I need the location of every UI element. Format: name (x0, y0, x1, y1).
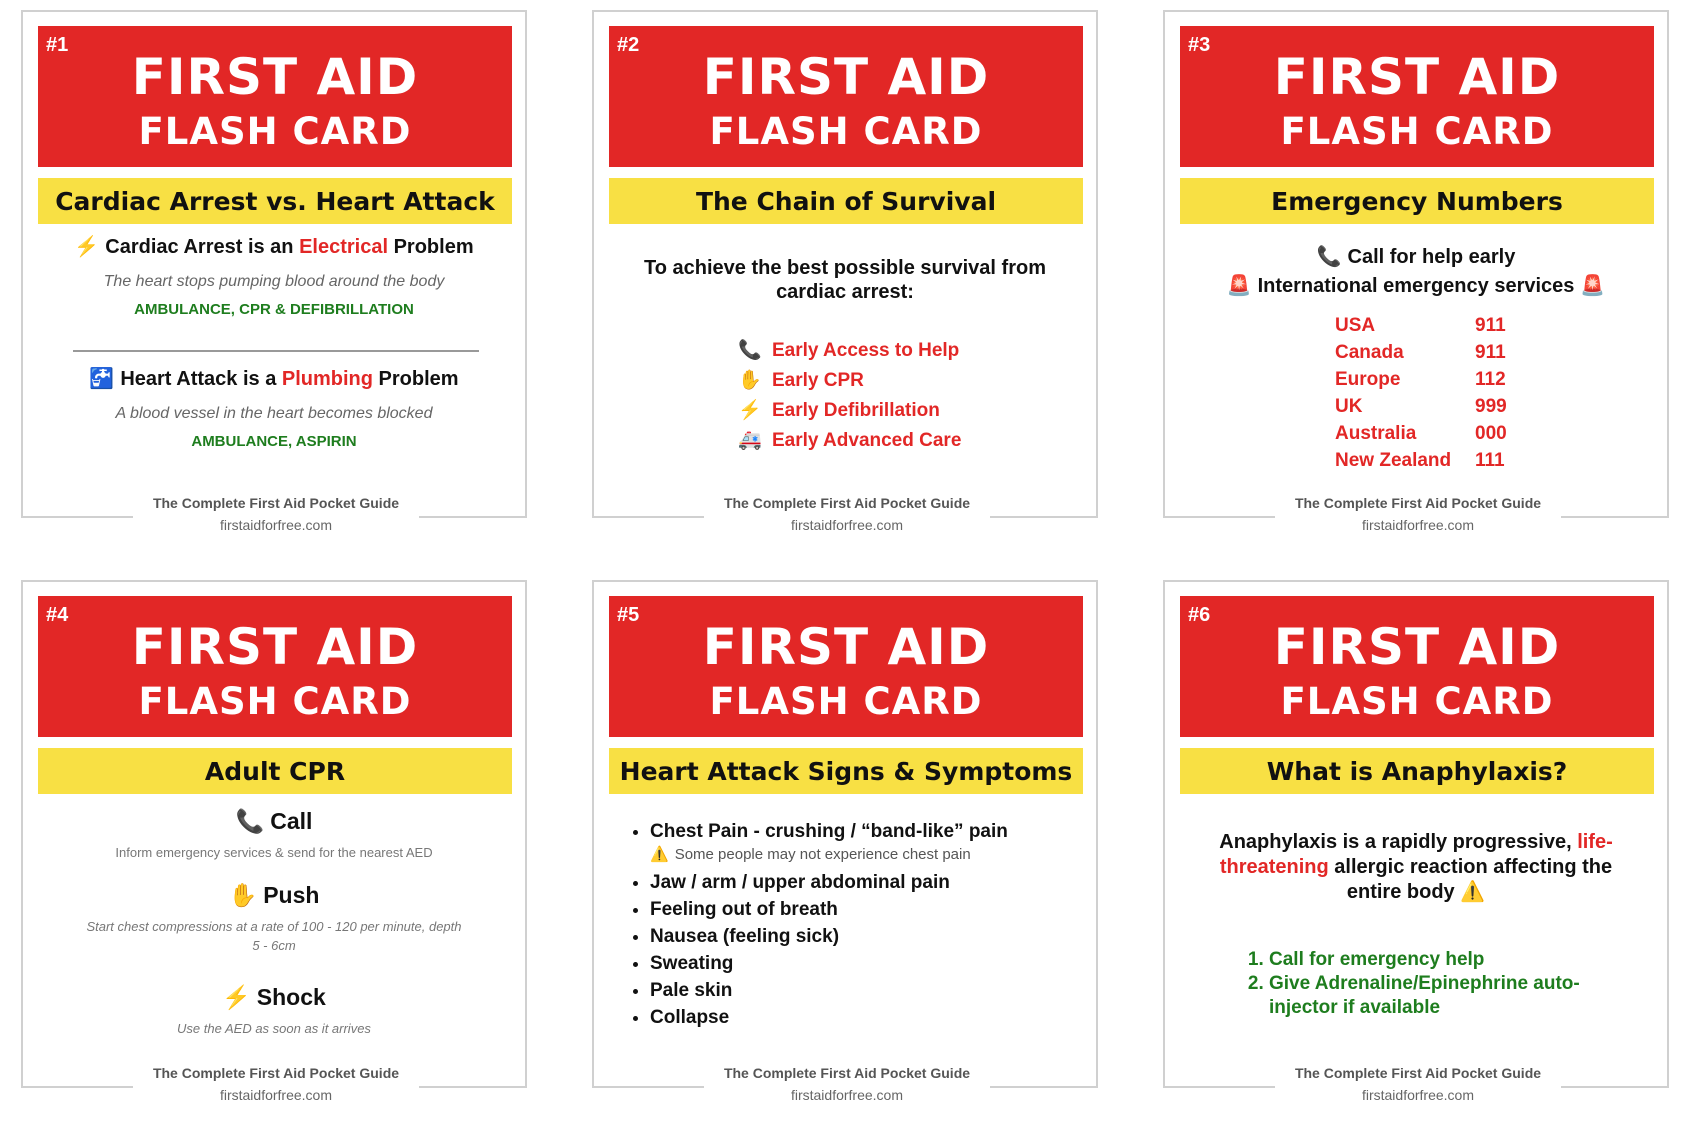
list-item: ⚡ Early Defibrillation (734, 398, 961, 428)
footer-site: firstaidforfree.com (1361, 517, 1475, 533)
siren-icon: 🚨 (1580, 275, 1606, 297)
card-number: #6 (1188, 604, 1211, 626)
anaphylaxis-steps-list (1165, 948, 1627, 1020)
warning-icon: ⚠️ (1460, 881, 1486, 903)
card-topic: Heart Attack Signs & Symptoms (609, 748, 1083, 794)
flash-card-1 (21, 10, 527, 533)
card-title-line2: FLASH CARD (1280, 110, 1554, 153)
card-number: #4 (46, 604, 69, 626)
card-header (609, 26, 1083, 167)
card-title-line2: FLASH CARD (709, 680, 983, 723)
table-row: Europe 112 (1335, 369, 1506, 390)
card-number: #1 (46, 34, 69, 56)
symptoms-list (594, 818, 1096, 1031)
card-topic: The Chain of Survival (609, 178, 1083, 224)
footer-title: The Complete First Aid Pocket Guide (1294, 495, 1542, 511)
list-item: • Chest Pain - crushing / “band-like” pain (650, 818, 1096, 845)
card-footer (133, 492, 419, 542)
card-title-line1: FIRST AID (702, 48, 990, 106)
card-number: #3 (1188, 34, 1211, 56)
card-topic: Cardiac Arrest vs. Heart Attack (38, 178, 512, 224)
footer-site: firstaidforfree.com (790, 1087, 904, 1103)
card-title-line2: FLASH CARD (138, 680, 412, 723)
anaphylaxis-intro: Anaphylaxis is a rapidly progressive, life-threatening allergic reaction affecting the entire body ⚠️ (1219, 831, 1613, 903)
footer-title: The Complete First Aid Pocket Guide (723, 1065, 971, 1081)
list-item: 2. Give Adrenaline/Epinephrine auto-injector if available (1269, 972, 1627, 1020)
chain-steps-list (734, 338, 961, 458)
card-header (1180, 26, 1654, 167)
flash-card-3 (1163, 10, 1669, 533)
section-description: The heart stops pumping blood around the body (103, 273, 445, 290)
card-topic: Adult CPR (38, 748, 512, 794)
section-text-pre: Cardiac Arrest is an (105, 236, 300, 258)
table-row: Australia 000 (1335, 423, 1507, 444)
cpr-step-call: 📞 Call Inform emergency services & send for the nearest AED (23, 808, 525, 862)
card-footer (704, 1062, 990, 1112)
card-title-line1: FIRST AID (131, 618, 419, 676)
footer-site: firstaidforfree.com (1361, 1087, 1475, 1103)
cardiac-arrest-section (23, 234, 525, 318)
card-header (609, 596, 1083, 737)
card-title-line1: FIRST AID (702, 618, 990, 676)
card-footer (1275, 1062, 1561, 1112)
warning-icon: ⚠️ (650, 846, 669, 863)
phone-icon: 📞 (1316, 246, 1342, 268)
intro-highlight: life-threatening (1219, 831, 1613, 878)
card-title-line1: FIRST AID (131, 48, 419, 106)
step-description: Use the AED as soon as it arrives (177, 1021, 371, 1036)
card-header (38, 26, 512, 167)
table-row: New Zealand 111 (1335, 450, 1505, 471)
footer-title: The Complete First Aid Pocket Guide (723, 495, 971, 511)
international-text: International emergency services (1257, 275, 1575, 297)
list-item: • Sweating (650, 950, 1096, 977)
emergency-numbers-table (1335, 315, 1507, 477)
flash-card-4 (21, 580, 527, 1103)
card-title-line2: FLASH CARD (1280, 680, 1554, 723)
section-description: A blood vessel in the heart becomes blocked (115, 405, 433, 422)
card-topic: What is Anaphylaxis? (1180, 748, 1654, 794)
card-topic: Emergency Numbers (1180, 178, 1654, 224)
card-footer (1275, 492, 1561, 542)
list-item: 📞 Early Access to Help (734, 338, 961, 368)
card-title-line1: FIRST AID (1273, 48, 1561, 106)
lightning-icon: ⚡ (738, 400, 762, 421)
hand-icon: ✋ (228, 882, 258, 908)
card-footer (133, 1062, 419, 1112)
list-item: 🚑 Early Advanced Care (734, 428, 961, 458)
footer-title: The Complete First Aid Pocket Guide (1294, 1065, 1542, 1081)
table-row: Canada 911 (1335, 342, 1506, 363)
list-item: ✋ Early CPR (734, 368, 961, 398)
table-row: USA 911 (1335, 315, 1506, 336)
section-text-post: Problem (388, 236, 474, 258)
flash-card-5 (592, 580, 1098, 1103)
lightning-icon: ⚡ (74, 236, 100, 258)
footer-site: firstaidforfree.com (219, 1087, 333, 1103)
section-highlight: Plumbing (281, 368, 373, 390)
card-number: #5 (617, 604, 640, 626)
card-title-line2: FLASH CARD (709, 110, 983, 153)
list-item: • Collapse (650, 1004, 1096, 1031)
intro-text: To achieve the best possible survival from cardiac arrest: (644, 257, 1046, 303)
phone-icon: 📞 (738, 340, 762, 361)
card-header (1180, 596, 1654, 737)
heart-attack-section (23, 366, 525, 450)
section-highlight: Electrical (299, 236, 389, 258)
table-row: UK 999 (1335, 396, 1507, 417)
cpr-step-shock: ⚡ Shock Use the AED as soon as it arrives (23, 984, 525, 1038)
flash-card-6 (1163, 580, 1669, 1103)
card-number: #2 (617, 34, 640, 56)
siren-icon: 🚨 (1226, 275, 1252, 297)
lightning-icon: ⚡ (222, 984, 251, 1010)
section-text-post: Problem (373, 368, 459, 390)
divider (73, 350, 479, 352)
card-header (38, 596, 512, 737)
footer-title: The Complete First Aid Pocket Guide (152, 1065, 400, 1081)
flash-card-2 (592, 10, 1098, 533)
section-text-pre: Heart Attack is a (120, 368, 282, 390)
footer-site: firstaidforfree.com (219, 517, 333, 533)
phone-icon: 📞 (235, 808, 265, 834)
list-item: • Nausea (feeling sick) (650, 923, 1096, 950)
note-item: ⚠️ Some people may not experience chest pain (650, 846, 971, 863)
footer-site: firstaidforfree.com (790, 517, 904, 533)
cpr-step-push: ✋ Push Start chest compressions at a rate of 100 - 120 per minute, depth 5 - 6cm (23, 882, 525, 955)
card-title-line1: FIRST AID (1273, 618, 1561, 676)
section-action: AMBULANCE, CPR & DEFIBRILLATION (134, 301, 414, 318)
footer-title: The Complete First Aid Pocket Guide (152, 495, 400, 511)
card-footer (704, 492, 990, 542)
section-action: AMBULANCE, ASPIRIN (191, 433, 357, 450)
faucet-icon: 🚰 (89, 368, 115, 390)
step-description: Inform emergency services & send for the nearest AED (115, 845, 433, 860)
list-item: • Jaw / arm / upper abdominal pain (650, 869, 1096, 896)
hand-icon: ✋ (738, 370, 762, 391)
ambulance-icon: 🚑 (738, 430, 762, 451)
call-early-text: Call for help early (1347, 246, 1516, 268)
list-item: • Feeling out of breath (650, 896, 1096, 923)
step-description: Start chest compressions at a rate of 100 - 120 per minute, depth 5 - 6cm (86, 919, 462, 953)
card-title-line2: FLASH CARD (138, 110, 412, 153)
list-item: 1. Call for emergency help (1269, 948, 1627, 972)
list-item: • Pale skin (650, 977, 1096, 1004)
